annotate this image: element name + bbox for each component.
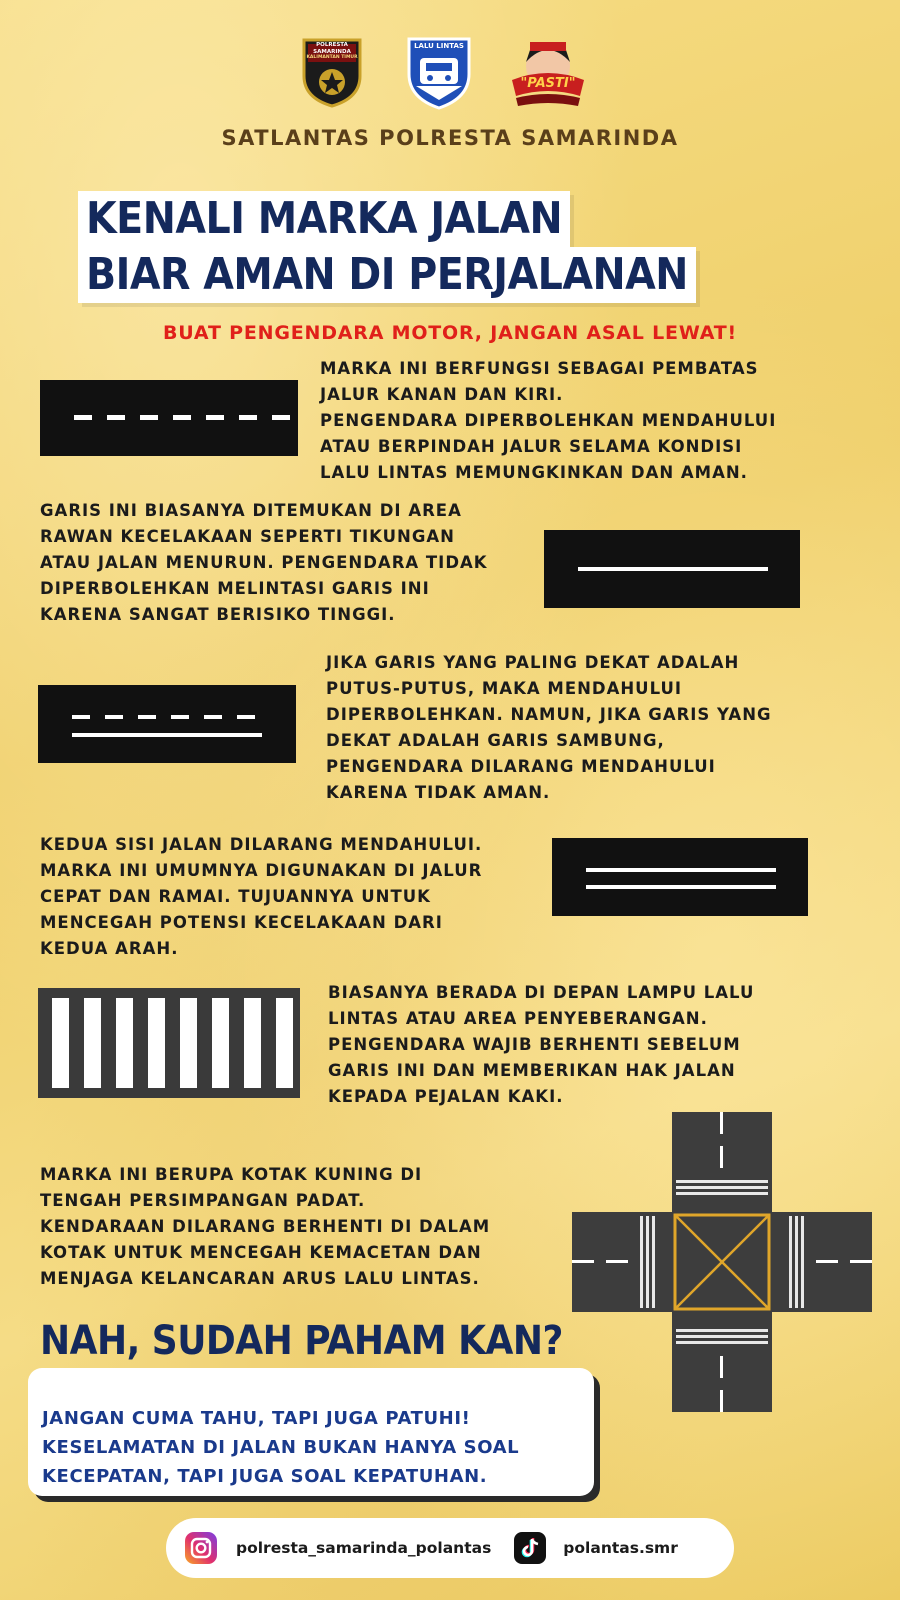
double-solid-line-marking-icon (552, 838, 808, 916)
description-line: MARKA INI UMUMNYA DIGUNAKAN DI JALUR (40, 861, 483, 880)
headline-line-2: BIAR AMAN DI PERJALANAN (78, 247, 696, 303)
description-line: ATAU BERPINDAH JALUR SELAMA KONDISI (320, 437, 743, 456)
description-line: MENCEGAH POTENSI KECELAKAAN DARI (40, 913, 443, 932)
description-line: TENGAH PERSIMPANGAN PADAT. (40, 1191, 366, 1210)
marking-description (320, 356, 776, 486)
description-line: KOTAK UNTUK MENCEGAH KEMACETAN DAN (40, 1243, 482, 1262)
marking-description (328, 980, 754, 1110)
subheadline: BUAT PENGENDARA MOTOR, JANGAN ASAL LEWAT! (163, 322, 737, 344)
marking-description (40, 832, 482, 962)
marking-description (40, 1162, 490, 1292)
description-line: KESELAMATAN DI JALAN BUKAN HANYA SOAL (42, 1437, 520, 1458)
description-line: LINTAS ATAU AREA PENYEBERANGAN. (328, 1009, 708, 1028)
instagram-icon (184, 1531, 218, 1565)
marking-description (40, 498, 488, 628)
marking-description (326, 650, 772, 806)
lalu-lintas-logo (406, 36, 472, 108)
description-line: PENGENDARA WAJIB BERHENTI SEBELUM (328, 1035, 741, 1054)
cta-title: NAH, SUDAH PAHAM KAN? (40, 1318, 563, 1364)
description-line: MENJAGA KELANCARAN ARUS LALU LINTAS. (40, 1269, 480, 1288)
logo-text-2: SAMARINDA (313, 48, 351, 55)
description-line: PENGENDARA DIPERBOLEHKAN MENDAHULUI (320, 411, 777, 430)
description-line: MARKA INI BERFUNGSI SEBAGAI PEMBATAS (320, 359, 759, 378)
pasti-logo (508, 36, 588, 108)
broken-solid-line-marking-icon (38, 685, 296, 763)
description-line: PENGENDARA DILARANG MENDAHULUI (326, 757, 716, 776)
description-line: KEDUA ARAH. (40, 939, 179, 958)
description-line: RAWAN KECELAKAAN SEPERTI TIKUNGAN (40, 527, 455, 546)
description-line: JIKA GARIS YANG PALING DEKAT ADALAH (326, 653, 740, 672)
social-bar (166, 1518, 734, 1578)
description-line: KEDUA SISI JALAN DILARANG MENDAHULUI. (40, 835, 483, 854)
logo-text-3: KALIMANTAN TIMUR (306, 55, 358, 60)
tiktok-handle: polantas.smr (563, 1539, 678, 1557)
logo-text-1: POLRESTA (316, 42, 348, 48)
description-line: DIPERBOLEHKAN. NAMUN, JIKA GARIS YANG (326, 705, 772, 724)
description-line: GARIS INI DAN MEMBERIKAN HAK JALAN (328, 1061, 736, 1080)
description-line: KECEPATAN, TAPI JUGA SOAL KEPATUHAN. (42, 1466, 488, 1487)
description-line: GARIS INI BIASANYA DITEMUKAN DI AREA (40, 501, 462, 520)
description-line: MARKA INI BERUPA KOTAK KUNING DI (40, 1165, 423, 1184)
polresta-samarinda-logo (300, 36, 364, 108)
broken-line-marking-icon (40, 380, 298, 456)
description-line: BIASANYA BERADA DI DEPAN LAMPU LALU (328, 983, 755, 1002)
cta-text (42, 1404, 519, 1491)
solid-line-marking-icon (544, 530, 800, 608)
yellow-box-junction-icon (572, 1112, 872, 1412)
description-line: CEPAT DAN RAMAI. TUJUANNYA UNTUK (40, 887, 431, 906)
description-line: JANGAN CUMA TAHU, TAPI JUGA PATUHI! (42, 1408, 471, 1429)
instagram-link[interactable] (184, 1531, 491, 1565)
description-line: DIPERBOLEHKAN MELINTASI GARIS INI (40, 579, 430, 598)
description-line: KARENA TIDAK AMAN. (326, 783, 551, 802)
description-line: ATAU JALAN MENURUN. PENGENDARA TIDAK (40, 553, 488, 572)
description-line: LALU LINTAS MEMUNGKINKAN DAN AMAN. (320, 463, 748, 482)
description-line: DEKAT ADALAH GARIS SAMBUNG, (326, 731, 665, 750)
headline-line-1: KENALI MARKA JALAN (78, 191, 570, 247)
description-line: KARENA SANGAT BERISIKO TINGGI. (40, 605, 396, 624)
logo-text: "PASTI" (520, 76, 576, 91)
description-line: KEPADA PEJALAN KAKI. (328, 1087, 564, 1106)
instagram-handle: polresta_samarinda_polantas (236, 1539, 492, 1557)
description-line: PUTUS-PUTUS, MAKA MENDAHULUI (326, 679, 683, 698)
zebra-crossing-icon (38, 988, 300, 1098)
tiktok-link[interactable] (513, 1531, 678, 1565)
description-line: JALUR KANAN DAN KIRI. (320, 385, 564, 404)
description-line: KENDARAAN DILARANG BERHENTI DI DALAM (40, 1217, 491, 1236)
org-title: SATLANTAS POLRESTA SAMARINDA (221, 126, 679, 150)
logo-text: LALU LINTAS (414, 42, 464, 50)
tiktok-icon (513, 1531, 547, 1565)
